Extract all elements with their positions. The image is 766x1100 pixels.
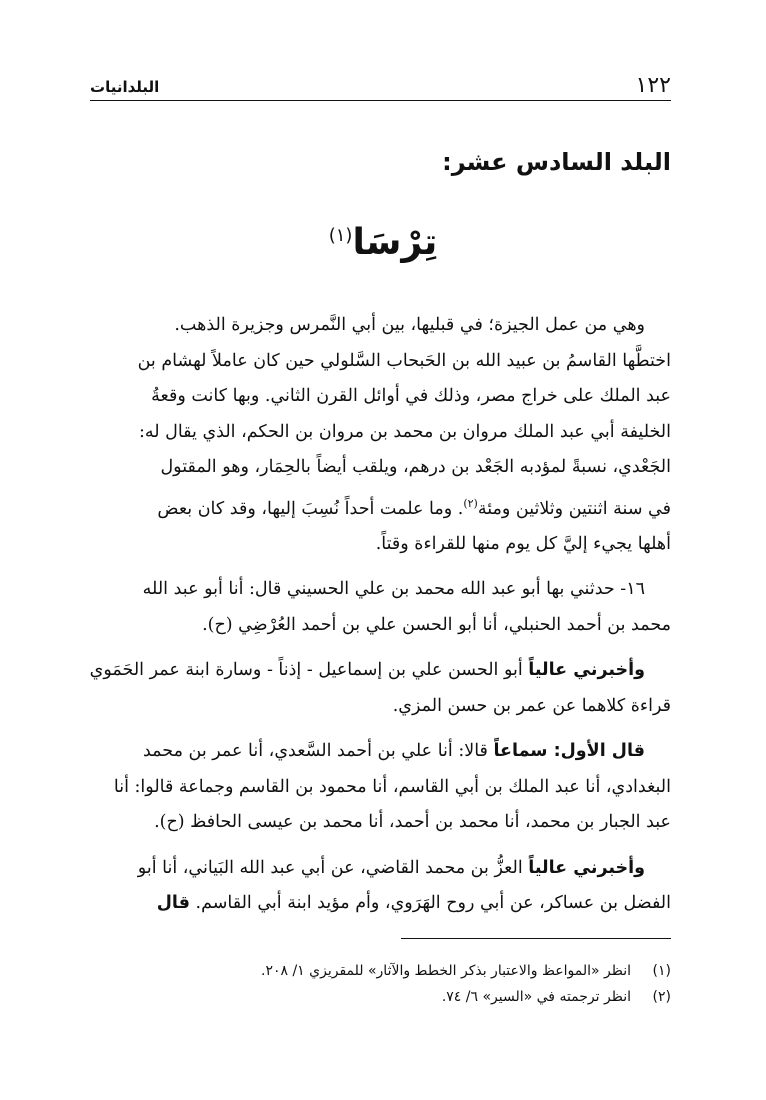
paragraph-line	[66, 886, 671, 922]
paragraph-line	[66, 734, 671, 770]
footnotes	[90, 958, 671, 1010]
line-part: . وما علمت أحداً نُسِبَ إليها، وقد كان بعض	[157, 498, 464, 519]
paragraph-line: البغدادي، أنا عبد الملك بن أبي القاسم، أنا محمود بن القاسم وجماعة قالوا: أنا	[113, 776, 671, 797]
paragraph-line: قراءة كلاهما عن عمر بن حسن المزي.	[392, 695, 671, 716]
paragraph-line: عبد الملك على خراج مصر، وذلك في أوائل القرن الثاني. وبها كانت وقعةُ	[151, 386, 671, 406]
line-part: قالا: أنا علي بن أحمد السَّعدي، أنا عمر بن محمد	[142, 741, 494, 762]
running-title: البلدانيات	[90, 78, 160, 96]
lead-phrase: قال الأول: سماعاً	[493, 741, 645, 762]
paragraph-line: أهلها يجيء إليَّ كل يوم منها للقراءة وقتاً.	[375, 533, 671, 554]
place-name: تِرْسَا	[352, 222, 438, 263]
page-number: ١٢٢	[635, 73, 671, 98]
place-footnote-marker: (١)	[328, 225, 353, 246]
line-part: العزُّ بن محمد القاضي، عن أبي عبد الله البَياني، أنا أبو	[137, 857, 529, 878]
section-heading: البلد السادس عشر:	[442, 148, 671, 176]
footnote-text: انظر ترجمته في «السير» ٦/ ٧٤.	[441, 989, 631, 1005]
footnote	[90, 958, 671, 984]
place-title	[0, 222, 766, 263]
paragraph-line: وهي من عمل الجيزة؛ في قبليها، بين أبي النَّمرس وجزيرة الذهب.	[174, 315, 645, 335]
paragraph-line: ١٦- حدثني بها أبو عبد الله محمد بن علي الحسيني قال: أنا أبو عبد الله	[142, 579, 645, 600]
paragraph-line	[66, 851, 671, 887]
lead-phrase: قال	[156, 893, 190, 914]
paragraph-line: اختطَّها القاسمُ بن عبيد الله بن الحَبحاب السَّلولي حين كان عاملاً لهشام بن	[137, 350, 671, 371]
paragraph-line: محمد بن أحمد الحنبلي، أنا أبو الحسن علي بن أحمد العُرْضِي (ح).	[202, 614, 671, 635]
paragraph-line: الخليفة أبي عبد الملك مروان بن محمد بن مروان بن الحكم، الذي يقال له:	[138, 421, 671, 442]
paragraph-line: الجَعْدي، نسبةً لمؤدبه الجَعْد بن درهم، ويلقب أيضاً بالحِمَار، وهو المقتول	[160, 457, 671, 477]
lead-phrase: وأخبرني عالياً	[528, 857, 645, 878]
paragraph-line	[66, 486, 671, 527]
line-part: الفضل بن عساكر، عن أبي روح الهَرَوي، وأم مؤيد ابنة أبي القاسم.	[189, 893, 671, 914]
lead-phrase: وأخبرني عالياً	[528, 660, 645, 681]
footnote-marker: (٢)	[463, 496, 478, 510]
footnote-number: (٢)	[652, 989, 671, 1005]
paragraph-line: عبد الجبار بن محمد، أنا محمد بن أحمد، أنا محمد بن عيسى الحافظ (ح).	[154, 812, 671, 833]
line-part: في سنة اثنتين وثلاثين ومئة	[477, 498, 671, 519]
footnote-number: (١)	[652, 963, 671, 979]
body-text	[66, 308, 671, 922]
paragraph-line	[66, 653, 671, 689]
footnote	[90, 984, 671, 1010]
line-part: أبو الحسن علي بن إسماعيل - إذناً - وسارة ابنة عمر الحَمَوي	[89, 660, 529, 681]
running-header	[90, 70, 671, 101]
footnote-divider	[401, 938, 671, 939]
footnote-text: انظر «المواعظ والاعتبار بذكر الخطط والآثار» للمقريزي ١/ ٢٠٨.	[260, 963, 631, 979]
